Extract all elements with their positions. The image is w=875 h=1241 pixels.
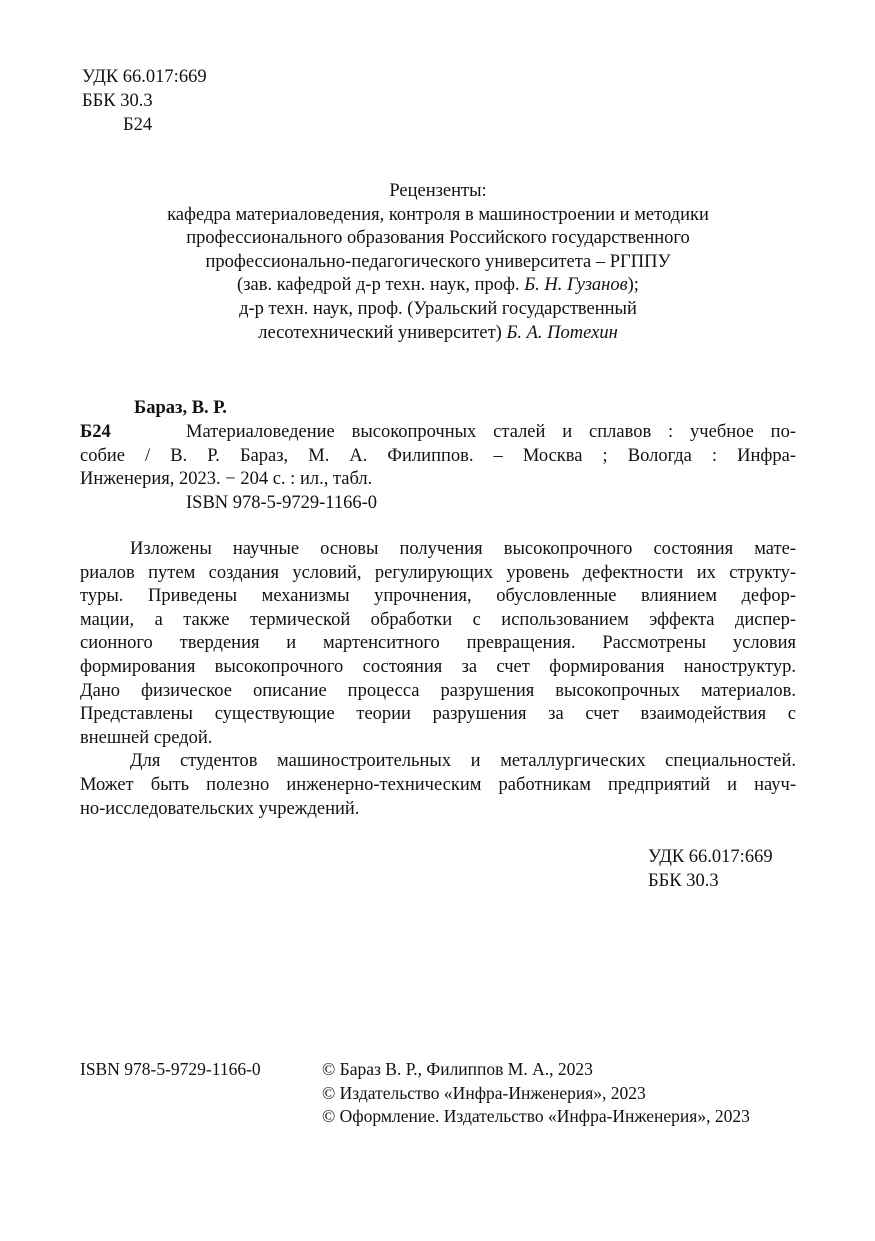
annotation-p1-line: Изложены научные основы получения высокопрочного состояния мате- bbox=[130, 539, 796, 559]
reviewers-line-5: д-р техн. наук, проф. (Уральский государственный bbox=[239, 298, 637, 319]
copyright-publisher: © Издательство «Инфра-Инженерия», 2023 bbox=[322, 1082, 646, 1103]
entry-description bbox=[80, 421, 796, 492]
entry-isbn: ISBN 978-5-9729-1166-0 bbox=[186, 493, 377, 513]
top-udk-code: УДК 66.017:669 bbox=[82, 67, 207, 87]
bottom-udk-code: УДК 66.017:669 bbox=[648, 847, 773, 867]
annotation-p2-line: Может быть полезно инженерно-техническим работникам предприятий и науч- bbox=[80, 774, 796, 795]
annotation-p2-line: Для студентов машиностроительных и металлургических специальностей. bbox=[130, 751, 796, 772]
entry-author: Бараз, В. Р. bbox=[134, 398, 227, 418]
annotation-p1-line: мации, а также термической обработки с использованием эффекта диспер- bbox=[80, 609, 796, 630]
copyright-authors: © Бараз В. Р., Филиппов М. А., 2023 bbox=[322, 1059, 593, 1079]
annotation-p1-line: риалов путем создания условий, регулирующих уровень дефектности их структу- bbox=[80, 562, 796, 583]
reviewers-line-3: профессионально-педагогического университета – РГППУ bbox=[205, 251, 671, 272]
annotation-p1-line: туры. Приведены механизмы упрочнения, обусловленные влиянием дефор- bbox=[80, 586, 796, 607]
footer-isbn: ISBN 978-5-9729-1166-0 bbox=[80, 1059, 261, 1079]
copyright-block bbox=[322, 1058, 750, 1129]
annotation-p1-line: сионного твердения и мартенситного превращения. Рассмотрены условия bbox=[80, 633, 796, 654]
reviewers-line-6-prefix: лесотехнический университет) bbox=[258, 322, 507, 343]
reviewers-line-1: кафедра материаловедения, контроля в машиностроении и методики bbox=[167, 204, 709, 225]
entry-line-2: собие / В. Р. Бараз, М. А. Филиппов. – Москва ; Вологда : Инфра- bbox=[80, 445, 796, 466]
reviewer-name-potekhin: Б. А. Потехин bbox=[506, 322, 618, 343]
entry-line-1: Материаловедение высокопрочных сталей и сплавов : учебное по- bbox=[186, 422, 796, 442]
top-bbk-code: ББК 30.3 bbox=[82, 91, 153, 111]
reviewers-line-4 bbox=[80, 274, 796, 298]
entry-line-3: Инженерия, 2023. − 204 с. : ил., табл. bbox=[80, 469, 373, 490]
reviewers-block bbox=[80, 180, 796, 345]
top-author-code: Б24 bbox=[123, 115, 153, 135]
annotation-p2-line: но-исследовательских учреждений. bbox=[80, 798, 360, 819]
annotation-p1-line: Дано физическое описание процесса разрушения высокопрочных материалов. bbox=[80, 680, 796, 701]
bottom-bbk-code: ББК 30.3 bbox=[648, 871, 719, 891]
reviewers-line-2: профессионального образования Российского государственного bbox=[186, 228, 690, 249]
annotation-p1-line: формирования высокопрочного состояния за счет формирования наноструктур. bbox=[80, 656, 796, 677]
annotation-p1-line: Представлены существующие теории разрушения за счет взаимодействия с bbox=[80, 704, 796, 725]
annotation-p1-line: внешней средой. bbox=[80, 727, 213, 748]
reviewer-name-guzanov: Б. Н. Гузанов bbox=[524, 275, 628, 296]
reviewers-line-4-suffix: ); bbox=[627, 275, 639, 296]
reviewers-title: Рецензенты: bbox=[389, 181, 487, 201]
reviewers-line-4-prefix: (зав. кафедрой д-р техн. наук, проф. bbox=[237, 275, 525, 296]
entry-code: Б24 bbox=[80, 422, 111, 442]
annotation bbox=[80, 538, 796, 821]
reviewers-line-6 bbox=[80, 322, 796, 346]
copyright-design: © Оформление. Издательство «Инфра-Инженерия», 2023 bbox=[322, 1106, 750, 1127]
